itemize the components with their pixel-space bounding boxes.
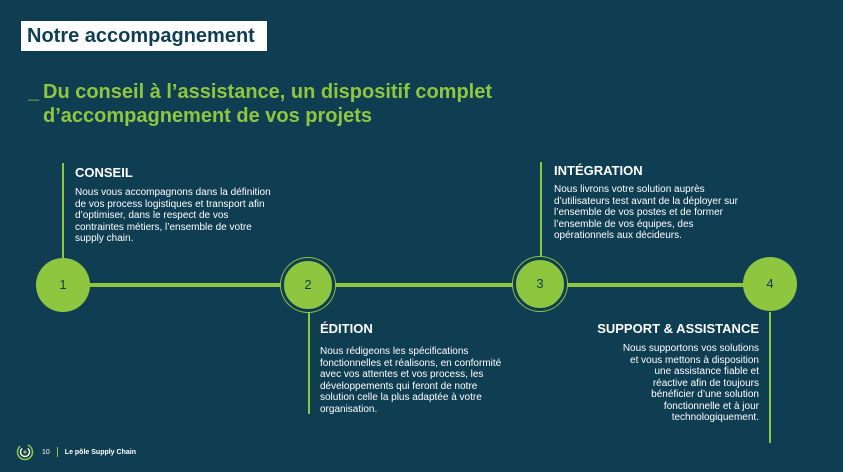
step-1-title: CONSEIL	[75, 165, 133, 180]
footer-brand: Le pôle Supply Chain	[64, 448, 136, 456]
step-4-description: Nous supportons vos solutions et vous mettons à disposition une assistance fiable et réactive afin de toujours bénéficier d’une solution fonctionnelle et à jour technologiquement.	[622, 343, 759, 423]
step-3-title: INTÉGRATION	[554, 163, 643, 178]
step-1-description: Nous vous accompagnons dans la définition de vos process logistiques et transport afin d’optimiser, dans le respect de vos contraintes métiers, l’ensemble de votre supply chain.	[75, 187, 271, 244]
step-1-connector	[62, 163, 64, 258]
page-title: Notre accompagnement	[21, 21, 267, 51]
step-3-description: Nous livrons votre solution auprès d’utilisateurs test avant de la déployer sur l’ensemble de vos postes et de former l’ensemble de vos équipes, des opérationnels aux décideurs.	[554, 184, 738, 241]
step-3-connector	[540, 162, 542, 258]
step-2-title: ÉDITION	[320, 321, 373, 336]
footer	[16, 441, 136, 463]
step-3-circle: 3	[513, 257, 567, 311]
step-1-circle: 1	[36, 258, 90, 312]
step-2-connector	[308, 312, 310, 414]
step-2-circle: 2	[281, 258, 335, 312]
step-4-circle: 4	[743, 257, 797, 311]
subtitle-dash: _	[28, 81, 40, 103]
step-4-connector	[769, 312, 771, 443]
subtitle	[28, 80, 588, 128]
footer-divider	[57, 447, 58, 457]
step-2-description: Nous rédigeons les spécifications fonctionnelles et réalisons, en conformité avec vos attentes et vos process, les développements qui feront de notre solution celle la plus adaptée à votre organisation.	[320, 346, 502, 415]
page-number: 10	[42, 448, 50, 456]
subtitle-text: Du conseil à l’assistance, un dispositif complet d’accompagnement de vos projets	[43, 81, 493, 127]
spiral-logo-icon	[16, 443, 34, 461]
timeline-line	[62, 283, 770, 287]
step-4-title: SUPPORT & ASSISTANCE	[597, 321, 759, 336]
